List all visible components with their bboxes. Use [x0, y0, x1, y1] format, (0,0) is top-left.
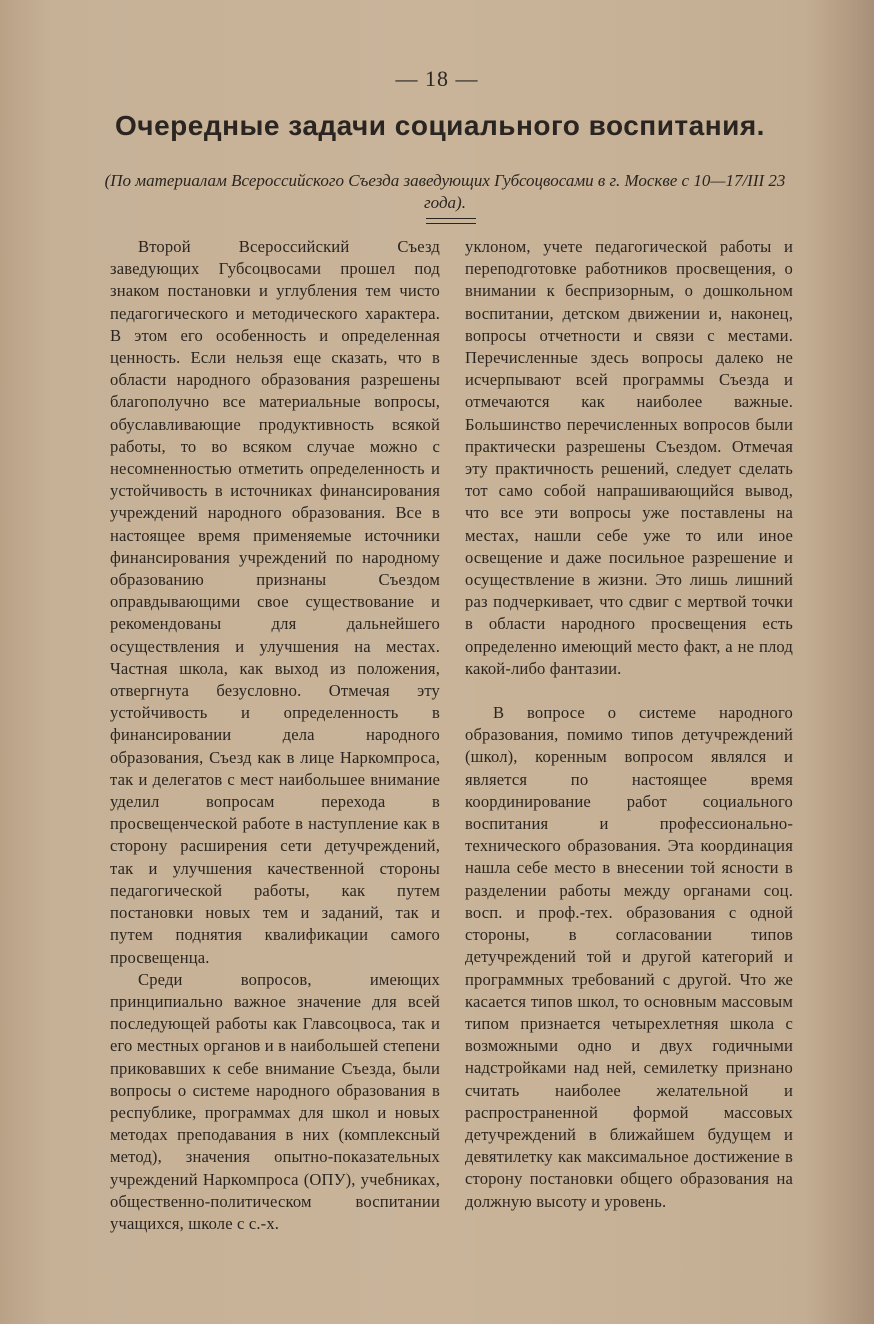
page-number: — 18 — [395, 66, 479, 91]
article-title: Очередные задачи социального воспитания. [115, 110, 765, 141]
paragraph: Среди вопросов, имеющих принципиально важное значение для всей последующей работы как Главсоцвоса, так и его местных органов и в наибольшей степени приковавших к себе внимание Съезда, были вопросы о системе народного образования в республике, программах для школ и новых методах преподавания в них (комплексный метод), значения опытно-показательных учреждений Наркомпроса (ОПУ), учебниках, общественно-политическом воспитании учащихся, школе с с.-х. [110, 969, 440, 1233]
paragraph: Второй Всероссийский Съезд заведующих Губсоцвосами прошел под знаком постановки и углубления тем чисто педагогического и методического характера. В этом его особенность и определенная ценность. Если нельзя еще сказать, что в области народного образования разрешены благополучно все материальные вопросы, обуславливающие продуктивность всякой работы, то во всяком случае можно с несомненностью отметить определенность и устойчивость в источниках финансирования учреждений народного образования. Все в настоящее время применяемые источники финансирования учреждений по народному образованию признаны Съездом оправдывающими свое существование и рекомендованы для дальнейшего осуществления и улучшения на местах. Частная школа, как выход из положения, отвергнута безусловно. Отмечая эту устойчивость и определенность в финансировании дела народного образования, Съезд как в лице Наркомпроса, так и делегатов с мест наибольшее внимание уделил вопросам перехода в просвещенческой работе в наступление как в сторону расширения сети детучреждений, так и улучшения качественной стороны педагогической работы, как путем постановки новых тем и заданий, так и путем поднятия квалификации самого просвещенца. [110, 237, 440, 967]
faded-stamp [54, 1226, 306, 1305]
left-column [110, 236, 440, 1235]
right-column [465, 236, 793, 1213]
article-subtitle: (По материалам Всероссийского Съезда заведующих Губсоцвосами в г. Москве с 10—17/III 23 года). [104, 171, 786, 212]
title-divider [426, 218, 476, 224]
paragraph: В вопросе о системе народного образования, помимо типов детучреждений (школ), коренным вопросом являлся и является по настоящее время координирование работ социального воспитания и профессионально-технического образования. Эта координация нашла себе место в внесении той ясности в разделении работы между органами соц. восп. и проф.-тех. образования с одной стороны, в согласовании типов детучреждений той и другой категорий и программных требований с другой. Что же касается типов школ, то основным массовым типом признается четырехлетняя школа с возможными одно и двух годичными надстройками над ней, семилетку признано считать наиболее желательной и распространенной формой массовых детучреждений в ближайшем будущем и девятилетку как максимальное достижение в сторону постановки общего образования на должную высоту и уровень. [465, 703, 793, 1211]
paragraph: уклоном, учете педагогической работы и переподготовке работников просвещения, о внимании к беспризорным, о дошкольном воспитании, детском движении и, наконец, вопросы отчетности и связи с местами. Перечисленные здесь вопросы далеко не исчерпывают всей программы Съезда и отмечаются как наиболее важные. Большинство перечисленных вопросов были практически разрешены Съездом. Отмечая эту практичность решений, следует сделать тот само собой напрашивающийся вывод, что все эти вопросы уже поставлены на местах, нашли себе уже то или иное освещение и даже посильное разрешение и осуществление в жизни. Это лишь лишний раз подчеркивает, что сдвиг с мертвой точки в области народного просвещения есть определенно имеющий место факт, а не плод какой-либо фантазии. [465, 237, 793, 678]
